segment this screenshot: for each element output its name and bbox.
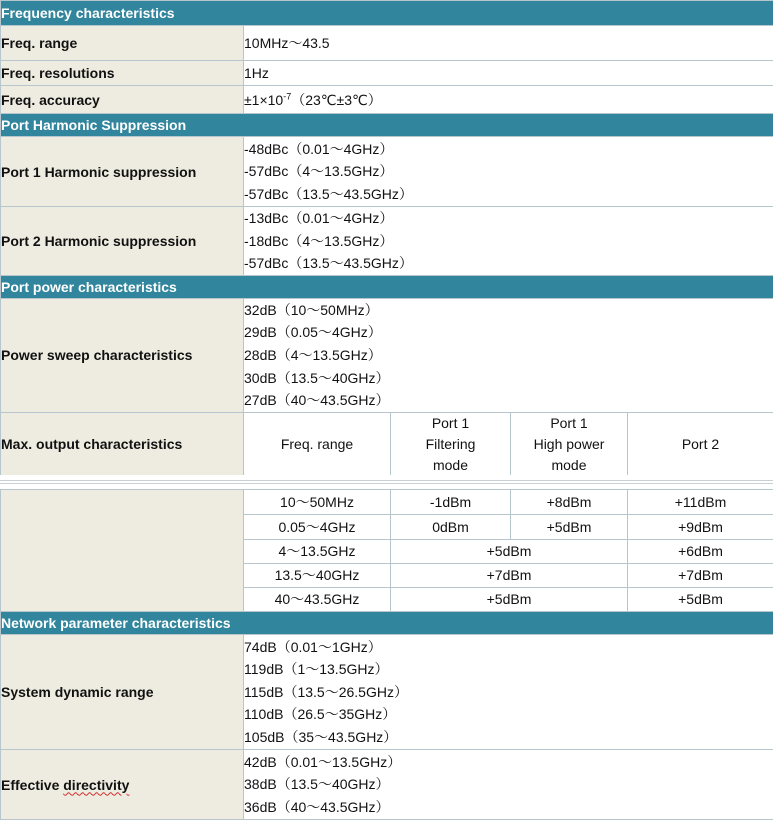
list-item: -57dBc（13.5～43.5GHz） [244, 255, 413, 272]
row-freq-range [1, 26, 773, 61]
row-dynamic-range [1, 635, 773, 750]
value-freq-range: 10MHz～43.5 [244, 26, 773, 61]
spec-table-bottom [0, 489, 773, 820]
list-item: -13dBc（0.01～4GHz） [244, 210, 394, 226]
values-port2-harmonic [244, 207, 773, 276]
cell-port2: +11dBm [628, 490, 773, 515]
cell-port2: +9dBm [628, 515, 773, 540]
value-freq-resolution: 1Hz [244, 61, 773, 86]
label-part-spellcheck: directivity [63, 776, 130, 793]
section-title: Network parameter characteristics [1, 612, 773, 635]
row-port1-harmonic [1, 137, 773, 207]
list-item: 42dB（0.01～13.5GHz） [244, 753, 402, 770]
values-directivity [244, 750, 773, 820]
header-line: High power [533, 435, 605, 452]
value-freq-accuracy [244, 86, 773, 114]
section-harmonic [1, 114, 773, 137]
row-max-output-header [1, 412, 773, 476]
row-freq-accuracy [1, 86, 773, 114]
values-power-sweep [244, 298, 773, 412]
cell-port1-merged: +5dBm [391, 540, 628, 564]
label-freq-accuracy: Freq. accuracy [1, 86, 244, 114]
accuracy-exponent: -7 [283, 90, 292, 101]
cell-port1-merged: +5dBm [391, 588, 628, 612]
list-item: -57dBc（13.5～43.5GHz） [244, 185, 413, 202]
header-port1-high-power [511, 412, 628, 476]
header-port2: Port 2 [628, 412, 773, 476]
label-port1-harmonic: Port 1 Harmonic suppression [1, 137, 244, 207]
list-item: 115dB（13.5～26.5GHz） [244, 683, 408, 700]
list-item: -57dBc（4～13.5GHz） [244, 163, 394, 180]
list-item: -48dBc（0.01～4GHz） [244, 140, 394, 157]
header-line: Filtering [425, 435, 476, 452]
list-item: 30dB（13.5～40GHz） [244, 369, 390, 386]
row-freq-resolution [1, 61, 773, 86]
header-freq-range: Freq. range [244, 412, 391, 476]
cell-port2: +6dBm [628, 540, 773, 564]
cell-range: 4～13.5GHz [244, 540, 391, 564]
label-freq-resolution: Freq. resolutions [1, 61, 244, 86]
list-item: 28dB（4～13.5GHz） [244, 346, 382, 363]
values-port1-harmonic [244, 137, 773, 207]
cell-port1-high-power: +5dBm [511, 515, 628, 540]
list-item: 38dB（13.5～40GHz） [244, 776, 390, 793]
accuracy-prefix: ±1×10 [244, 91, 284, 108]
list-item: 36dB（40～43.5GHz） [244, 798, 390, 815]
label-part: Effective [1, 776, 64, 793]
cell-port1-high-power: +8dBm [511, 490, 628, 515]
cell-port1-filtering: 0dBm [391, 515, 511, 540]
header-line: mode [432, 456, 469, 473]
cell-range: 13.5～40GHz [244, 564, 391, 588]
row-port2-harmonic [1, 207, 773, 276]
section-title: Port Harmonic Suppression [1, 114, 773, 137]
list-item: -18dBc（4～13.5GHz） [244, 232, 394, 249]
section-title: Port power characteristics [1, 275, 773, 298]
section-power [1, 275, 773, 298]
label-dynamic-range: System dynamic range [1, 635, 244, 750]
section-network [1, 612, 773, 635]
row-power-sweep [1, 298, 773, 412]
accuracy-suffix: （23℃±3℃） [291, 91, 382, 108]
page-break [0, 475, 773, 489]
list-item: 74dB（0.01～1GHz） [244, 638, 382, 655]
row-directivity [1, 750, 773, 820]
header-line: Port 1 [431, 414, 470, 431]
cell-port1-merged: +7dBm [391, 564, 628, 588]
header-line: Port 1 [550, 414, 588, 431]
list-item: 110dB（26.5～35GHz） [244, 706, 397, 723]
label-max-output-continued [1, 490, 244, 612]
label-power-sweep: Power sweep characteristics [1, 298, 244, 412]
label-port2-harmonic: Port 2 Harmonic suppression [1, 207, 244, 276]
values-dynamic-range [244, 635, 773, 750]
section-title: Frequency characteristics [1, 1, 773, 26]
cell-range: 0.05～4GHz [244, 515, 391, 540]
header-line: mode [551, 456, 587, 473]
list-item: 27dB（40～43.5GHz） [244, 392, 390, 409]
label-directivity [1, 750, 244, 820]
cell-port1-filtering: -1dBm [391, 490, 511, 515]
cell-port2: +5dBm [628, 588, 773, 612]
list-item: 32dB（10～50MHz） [244, 301, 379, 318]
label-freq-range: Freq. range [1, 26, 244, 61]
header-port1-filtering [391, 412, 511, 476]
cell-port2: +7dBm [628, 564, 773, 588]
list-item: 29dB（0.05～4GHz） [244, 324, 382, 341]
section-frequency [1, 1, 773, 26]
list-item: 105dB（35～43.5GHz） [244, 728, 398, 745]
label-max-output: Max. output characteristics [1, 412, 244, 476]
cell-range: 10～50MHz [244, 490, 391, 515]
list-item: 119dB（1～13.5GHz） [244, 661, 389, 678]
cell-range: 40～43.5GHz [244, 588, 391, 612]
table-row [1, 490, 773, 515]
